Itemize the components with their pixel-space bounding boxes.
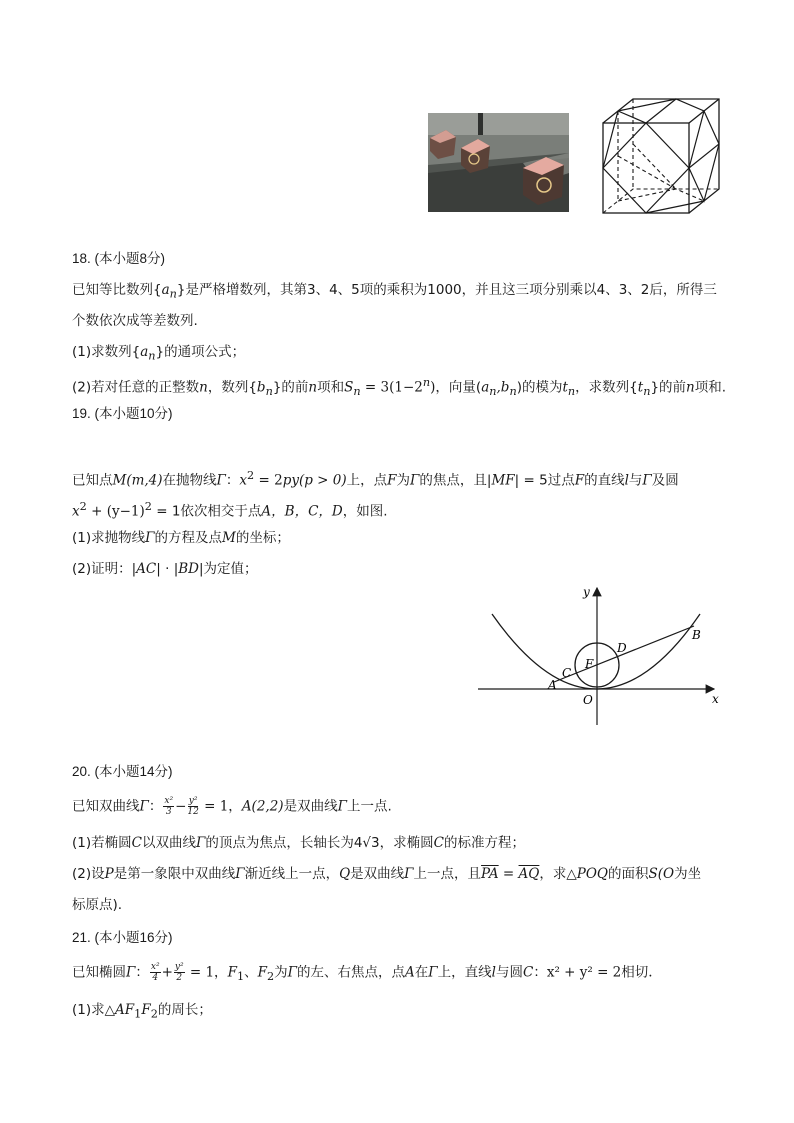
q19-stem-line1: 已知点M(m,4)在抛物线Γ：$x^2 = 2py(p > 0)$上，点F为Γ的焦点，且|MF| = 5过点F的直线l与Γ及圆 <box>72 469 679 489</box>
fraction-x2-over-4: $\frac{\text{x²}}{4}$ <box>150 962 160 983</box>
fraction-x2-over-3: $\frac{\text{x²}}{3}$ <box>164 796 174 817</box>
q18-part1: (1)求数列$\{a_n\}$的通项公式； <box>72 344 246 363</box>
cuboctahedron-edges <box>603 99 719 213</box>
q18-heading: 18. (本小题8分) <box>72 251 166 266</box>
q19-part1: (1)求抛物线Γ的方程及点M的坐标； <box>72 530 290 546</box>
label-C: C <box>562 666 572 680</box>
parabola-curve <box>492 614 700 689</box>
q18-part2: (2)若对任意的正整数n，数列$\{b_n\}$的前n项和$S_n = 3(1-2^n)$，向量$(a_n,b_n)$的模为$t_n$，求数列$\{t_n\}$的前n项和. <box>72 376 727 399</box>
label-A: A <box>548 678 557 692</box>
q21-stem: 已知椭圆Γ： $\frac{\text{x²}}{4}$ + $\frac{\text{y²}}{2}$ = 1，$F_1$、$F_2$为Γ的左、右焦点，点A在Γ上，直线l与圆C：x² + y² = 2相切. <box>72 962 653 984</box>
q20-part1: (1)若椭圆C以双曲线Γ的顶点为焦点，长轴长为4√3，求椭圆C的标准方程； <box>72 835 525 851</box>
q20-part2-cont: 标原点). <box>72 897 123 913</box>
q19-stem-line2: $x^2 + (y-1)^2 = 1$依次相交于点A，B，C，D，如图. <box>72 500 388 520</box>
label-B: B <box>692 628 701 642</box>
label-D: D <box>617 641 627 655</box>
label-x: x <box>712 692 719 706</box>
q19-heading: 19. (本小题10分) <box>72 406 173 421</box>
photo-image <box>428 113 569 212</box>
q18-stem-line1: 已知等比数列$\{a_n\}$是严格增数列，其第3、4、5项的乘积为1000，并且这三项分别乘以4、3、2后，所得三 <box>72 282 717 301</box>
q20-stem: 已知双曲线Γ： $\frac{\text{x²}}{3}$ − $\frac{\text{y²}}{12}$ = 1，A(2,2)是双曲线Γ上一点. <box>72 796 392 817</box>
q20-heading: 20. (本小题14分) <box>72 764 173 779</box>
q19-part2: (2)证明：|AC| · |BD|为定值； <box>72 561 258 577</box>
label-O: O <box>583 693 593 707</box>
label-F: F <box>585 657 594 671</box>
q18-stem-line2: 个数依次成等差数列. <box>72 313 198 329</box>
q21-heading: 21. (本小题16分) <box>72 930 173 945</box>
q19-parabola-figure <box>474 582 724 728</box>
fraction-y2-over-2: $\frac{\text{y²}}{2}$ <box>174 962 184 983</box>
cube-cuboctahedron-diagram <box>600 96 724 217</box>
q20-part2: (2)设P是第一象限中双曲线Γ渐近线上一点，Q是双曲线Γ上一点，且$\overline{PA} = \overline{AQ}$，求△POQ的面积S(O为坐 <box>72 866 702 882</box>
label-y: y <box>583 585 590 599</box>
photo-cuboctahedron-sculptures <box>428 113 569 212</box>
q21-part1: (1)求$\triangle AF_1F_2$的周长； <box>72 1002 212 1021</box>
fraction-y2-over-12: $\frac{\text{y²}}{12}$ <box>187 796 199 817</box>
